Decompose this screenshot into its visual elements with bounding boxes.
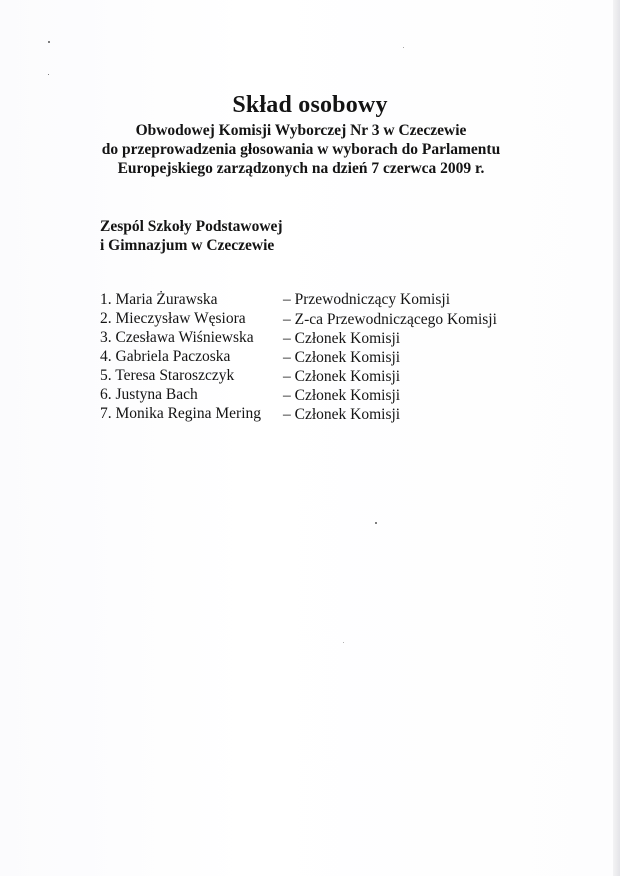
member-row: [100, 366, 530, 385]
location-line: Zespól Szkoły Podstawowej: [100, 218, 283, 235]
member-name: 7. Monika Regina Mering: [100, 405, 262, 422]
member-role: – Z-ca Przewodniczącego Komisji: [283, 311, 497, 328]
member-name: 3. Czesława Wiśniewska: [100, 329, 254, 346]
member-row: [100, 404, 530, 423]
member-row: [100, 290, 530, 309]
document-title: Skład osobowy: [232, 92, 388, 118]
member-row: [100, 328, 530, 347]
subtitle-line: Europejskiego zarządzonych na dzień 7 czerwca 2009 r.: [117, 160, 485, 177]
member-name: 2. Mieczysław Węsiora: [100, 310, 246, 327]
member-row: [100, 347, 530, 366]
scan-speck: [403, 47, 404, 48]
member-role: – Przewodniczący Komisji: [283, 291, 451, 308]
member-row: [100, 385, 530, 404]
location-line: i Gimnazjum w Czeczewie: [100, 237, 275, 254]
member-role: – Członek Komisji: [283, 406, 401, 423]
member-name: 5. Teresa Staroszczyk: [100, 367, 235, 384]
scan-speck: [48, 41, 50, 43]
subtitle-line: Obwodowej Komisji Wyborczej Nr 3 w Czeczewie: [135, 122, 467, 139]
scan-speck: [343, 642, 344, 643]
subtitle-line: do przeprowadzenia głosowania w wyborach do Parlamentu: [101, 141, 501, 158]
member-list: [100, 290, 530, 423]
member-role: – Członek Komisji: [283, 349, 401, 366]
member-name: 4. Gabriela Paczoska: [100, 348, 231, 365]
scan-speck: [48, 74, 49, 75]
member-role: – Członek Komisji: [283, 330, 401, 347]
member-role: – Członek Komisji: [283, 368, 401, 385]
member-row: [100, 309, 530, 328]
page-edge-shadow: [613, 0, 620, 876]
member-name: 6. Justyna Bach: [100, 386, 198, 403]
committee-description: [85, 121, 517, 178]
member-role: – Członek Komisji: [283, 387, 401, 404]
member-name: 1. Maria Żurawska: [100, 291, 218, 308]
scan-speck: [375, 522, 377, 524]
location-heading: [100, 217, 283, 255]
